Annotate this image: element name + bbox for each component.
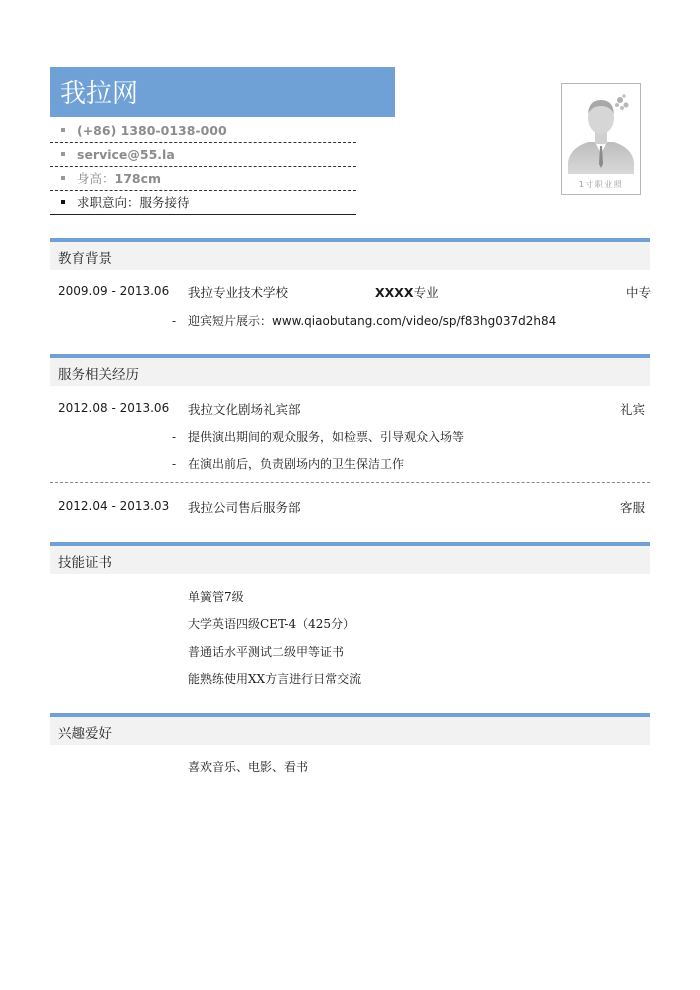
job-detail	[172, 455, 404, 472]
section-title: 服务相关经历	[58, 367, 139, 383]
school-name: 我拉专业技术学校	[188, 285, 289, 300]
job-org: 我拉公司售后服务部	[188, 500, 301, 515]
job-role: 客服	[620, 500, 646, 515]
section-education-header	[50, 238, 650, 270]
major	[375, 283, 439, 301]
height-value: 178cm	[114, 171, 162, 186]
job-detail	[172, 428, 464, 445]
job-date: 2012.04 - 2013.03	[58, 499, 170, 513]
dash-marker: -	[172, 430, 177, 444]
bullet-icon	[61, 152, 65, 156]
section-hobbies-header	[50, 713, 650, 745]
major-suffix: 专业	[413, 285, 439, 300]
education-detail	[172, 312, 556, 329]
name-banner	[50, 67, 395, 117]
contact-phone-row	[50, 119, 356, 143]
objective-row	[50, 191, 356, 215]
contact-height-row	[50, 167, 356, 191]
skill-item: 大学英语四级CET-4（425分）	[188, 617, 355, 631]
job-detail-text: 提供演出期间的观众服务，如检票、引导观众入场等	[188, 430, 465, 444]
job-detail-text: 在演出前后，负责剧场内的卫生保洁工作	[188, 457, 405, 471]
bullet-icon	[61, 176, 65, 180]
skill-item: 能熟练使用XX方言进行日常交流	[188, 672, 362, 686]
education-date: 2009.09 - 2013.06	[58, 284, 170, 298]
height-label: 身高：	[77, 171, 115, 186]
detail-label: 迎宾短片展示：	[188, 314, 273, 328]
hobbies-text: 喜欢音乐、电影、看书	[188, 760, 309, 774]
job-role: 礼宾	[620, 402, 646, 417]
phone-number: (+86) 1380-0138-000	[77, 123, 227, 138]
section-skills-header	[50, 542, 650, 574]
degree: 中专	[626, 285, 652, 300]
candidate-name: 我拉网	[60, 79, 139, 109]
section-title: 教育背景	[58, 251, 112, 267]
photo-placeholder	[561, 83, 641, 195]
job-objective: 求职意向：服务接待	[77, 195, 190, 210]
section-title: 兴趣爱好	[58, 726, 112, 742]
section-title: 技能证书	[58, 555, 112, 571]
bullet-icon	[61, 128, 65, 132]
job-date: 2012.08 - 2013.06	[58, 401, 170, 415]
video-link[interactable]: www.qiaobutang.com/video/sp/f83hg037d2h84	[272, 314, 557, 328]
major-name: XXXX	[375, 285, 414, 300]
job-org: 我拉文化剧场礼宾部	[188, 402, 301, 417]
section-experience-header	[50, 354, 650, 386]
photo-caption: 1寸职业照	[578, 180, 624, 189]
email-address: service@55.la	[77, 147, 175, 162]
dash-marker: -	[172, 457, 177, 471]
bullet-icon	[61, 200, 65, 204]
job-divider	[50, 482, 650, 483]
dash-marker: -	[172, 314, 177, 328]
height-info	[77, 167, 161, 190]
skill-item: 单簧管7级	[188, 590, 244, 604]
skill-item: 普通话水平测试二级甲等证书	[188, 645, 345, 659]
contact-email-row	[50, 143, 356, 167]
person-silhouette-icon	[562, 84, 640, 174]
